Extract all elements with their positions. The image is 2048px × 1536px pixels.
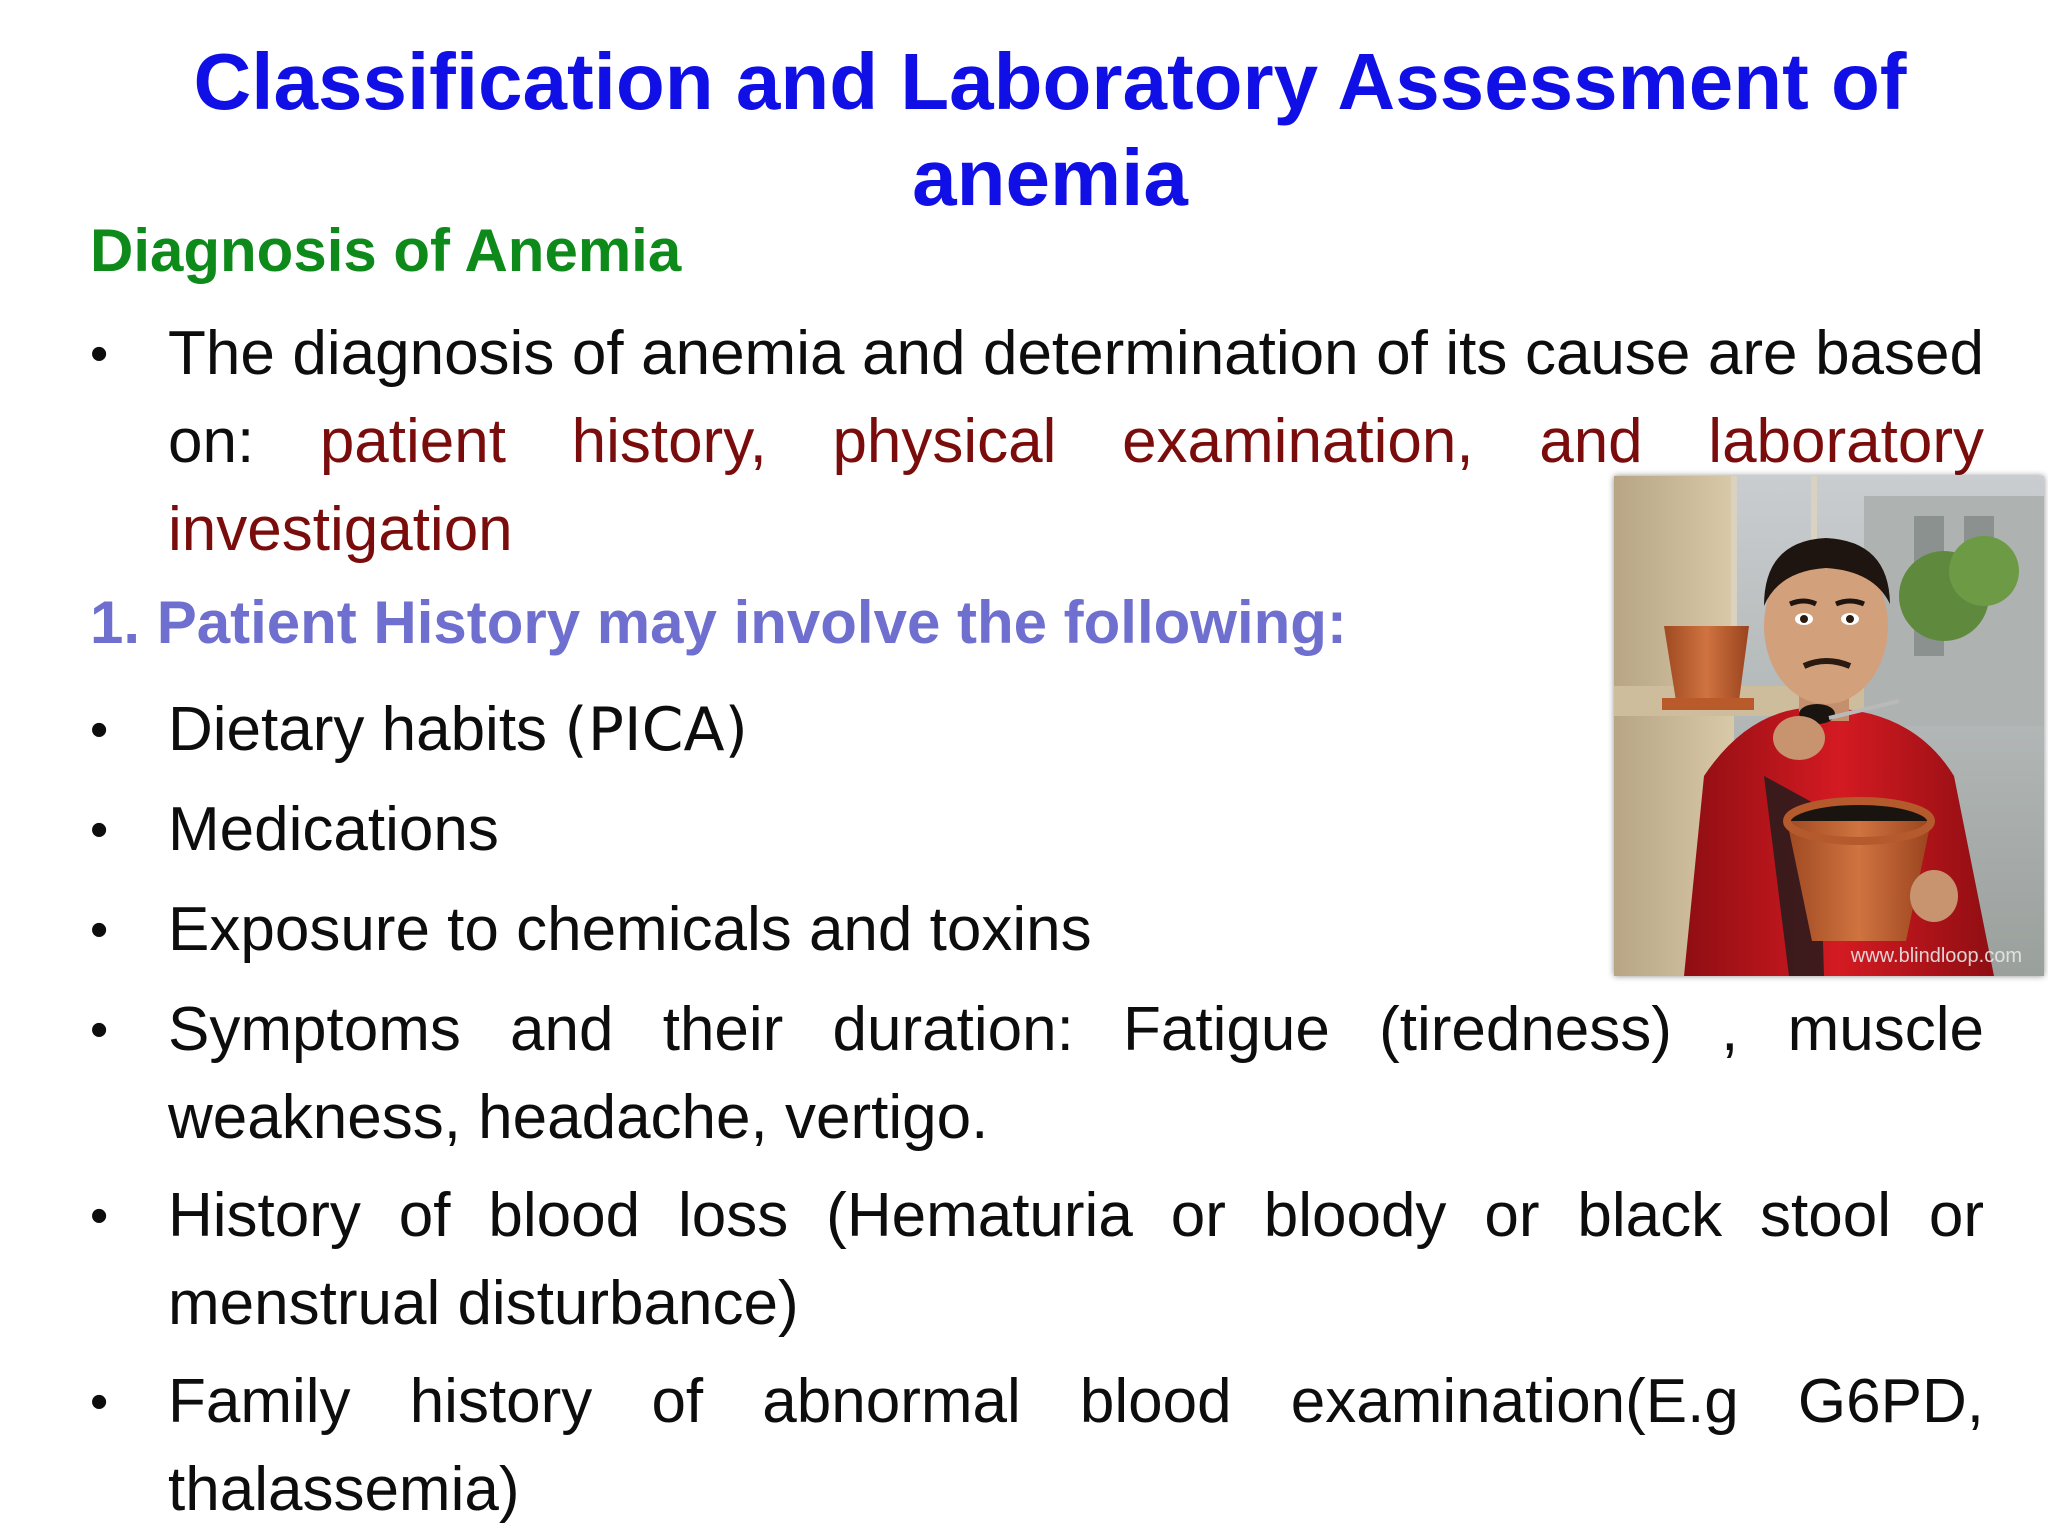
history-item-text: History of blood loss (Hematuria or bloody or black stool or menstrual disturbance) bbox=[168, 1181, 1984, 1338]
photo-watermark: www.blindloop.com bbox=[1850, 945, 2022, 967]
title-line-1: Classification and Laboratory Assessment of bbox=[193, 37, 1907, 126]
history-item-text bbox=[168, 686, 1528, 774]
title-line-2: anemia bbox=[912, 133, 1188, 222]
history-item bbox=[90, 1172, 1984, 1348]
intro-bullet-lead: The diagnosis of anemia and determination of its cause are based on: bbox=[168, 319, 1984, 476]
history-item-pica: (PICA) bbox=[564, 695, 748, 765]
pica-photo bbox=[1614, 476, 2044, 976]
history-item-text: Medications bbox=[168, 795, 499, 864]
history-item-text: Family history of abnormal blood examination(E.g G6PD, thalassemia) bbox=[168, 1367, 1984, 1524]
slide-title bbox=[120, 34, 1980, 226]
bullet-dot: • bbox=[90, 801, 109, 859]
bullet-dot: • bbox=[90, 1187, 109, 1245]
history-item bbox=[90, 1358, 1984, 1534]
bullet-dot: • bbox=[90, 1001, 109, 1059]
section-heading-diagnosis: Diagnosis of Anemia bbox=[90, 217, 682, 284]
intro-bullet-highlight: patient history, physical examination, and laboratory investigation bbox=[168, 407, 1984, 564]
history-item-text: Symptoms and their duration: Fatigue (tiredness) , muscle weakness, headache, vertigo. bbox=[168, 995, 1984, 1152]
bullet-dot: • bbox=[90, 901, 109, 959]
history-item bbox=[90, 986, 1984, 1162]
section-heading-patient-history: 1. Patient History may involve the following: bbox=[90, 589, 1347, 656]
bullet-dot: • bbox=[90, 1373, 109, 1431]
history-item-text: Exposure to chemicals and toxins bbox=[168, 895, 1092, 964]
history-item-main: Dietary habits bbox=[168, 695, 565, 764]
bullet-dot: • bbox=[90, 701, 109, 759]
pica-photo-illustration bbox=[1614, 476, 2044, 976]
bullet-dot: • bbox=[90, 325, 109, 383]
